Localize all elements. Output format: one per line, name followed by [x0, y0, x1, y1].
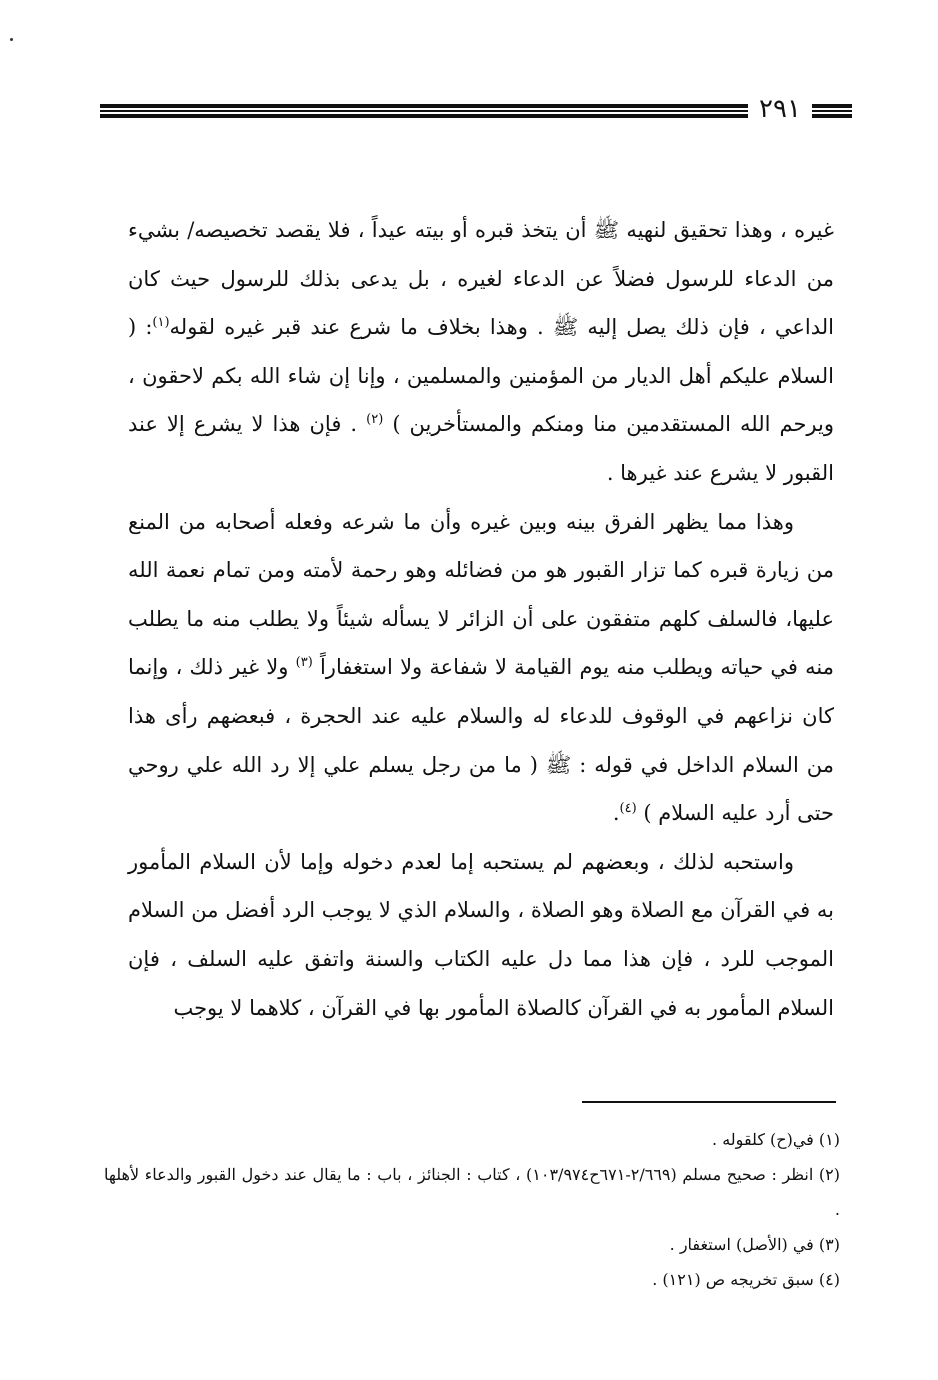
header-rule-left	[100, 104, 748, 118]
footnote-ref-3: (٣)	[295, 655, 313, 671]
text-line: منه في حياته ويطلب منه يوم القيامة لا شفاعة ولا استغفاراً	[319, 655, 834, 680]
text-line: : ( السلام عليكم أهل الديار من المؤمنين والمسلمين ، وإنا إن شاء الله بكم	[128, 315, 834, 388]
text-line: لاحقون ، ويرحم الله المستقدمين منا ومنكم والمستأخرين )	[128, 363, 835, 437]
footnote-3: (٣) في (الأصل) استغفار .	[669, 1235, 840, 1254]
text-line: ولا غير ذلك ،	[175, 655, 289, 680]
text-line: هذا من السلام الداخل في قوله : ﷺ ( ما من رجل يسلم علي إلا رد الله علي	[128, 703, 834, 777]
footnote-1: (١) في(ح) كلقوله .	[712, 1130, 840, 1149]
text-line: وهذا مما يظهر الفرق بينه وبين غيره وأن ما شرعه وفعله أصحابه من المنع من	[128, 509, 835, 583]
paragraph-3	[128, 838, 834, 1032]
text-line: بشيء من الدعاء للرسول فضلاً عن الدعاء لغيره ، بل يدعى بذلك للرسول حيث	[128, 218, 834, 291]
text-line: زيارة قبره كما تزار القبور هو من فضائله وهو رحمة لأمته ومن تمام نعمة الله	[128, 558, 800, 583]
paragraph-2	[128, 498, 834, 838]
footnote-ref-1: (١)	[152, 315, 170, 331]
header-rule-right	[812, 104, 852, 118]
footnotes	[104, 1122, 840, 1297]
text-line: إلا عند القبور لا يشرع عند غيرها .	[128, 412, 834, 485]
footnote-separator	[582, 1101, 836, 1103]
text-line: . فإن هذا لا يشرع	[193, 412, 358, 437]
footnote-4: (٤) سبق تخريجه ص (١٢١) .	[652, 1270, 840, 1289]
text-line: غيره ، وهذا تحقيق لنهيه ﷺ أن يتخذ قبره أو بيته عيداً ، فلا يقصد تخصيصه/	[187, 218, 834, 242]
footnote-2: (٢) انظر : صحيح مسلم (٢/٦٦٩-٦٧١ح١٠٣/٩٧٤) ، كتاب : الجنائز ، باب : ما يقال عند دخول القبور والدعاء لأهلها .	[104, 1165, 840, 1219]
text-line: به في القرآن مع الصلاة وهو الصلاة ، والسلام الذي لا يوجب الرد أفضل من	[191, 898, 834, 923]
text-line: .	[612, 801, 620, 826]
text-line: فإن السلام المأمور به في القرآن كالصلاة المأمور بها في القرآن ، كلاهما لا يوجب	[128, 946, 834, 1020]
text-line: وإنما كان نزاعهم في الوقوف للدعاء له والسلام عليه عند الحجرة ، فبعضهم رأى	[128, 655, 834, 728]
text-line: السلام الموجب للرد ، فإن هذا مما دل عليه الكتاب والسنة واتفق عليه السلف ،	[128, 898, 834, 971]
text-line: روحي حتى أرد عليه السلام )	[128, 752, 834, 826]
main-text	[128, 206, 834, 1032]
paragraph-1	[128, 206, 834, 498]
footnote-ref-2: (٢)	[366, 412, 384, 428]
page-header	[100, 90, 852, 130]
footnote-ref-4: (٤)	[619, 801, 637, 817]
text-line: لقوله	[169, 315, 216, 340]
page-number: ٢٩١	[759, 94, 801, 124]
text-line: عليها، فالسلف كلهم متفقون على أن الزائر لا يسأله شيئاً ولا يطلب منه ما يطلب	[128, 606, 834, 631]
text-line: كان الداعي ، فإن ذلك يصل إليه ﷺ . وهذا بخلاف ما شرع عند قبر غيره	[128, 266, 834, 340]
text-line: واستحبه لذلك ، وبعضهم لم يستحبه إما لعدم دخوله وإما لأن السلام المأمور	[128, 849, 794, 874]
margin-mark	[10, 38, 13, 41]
